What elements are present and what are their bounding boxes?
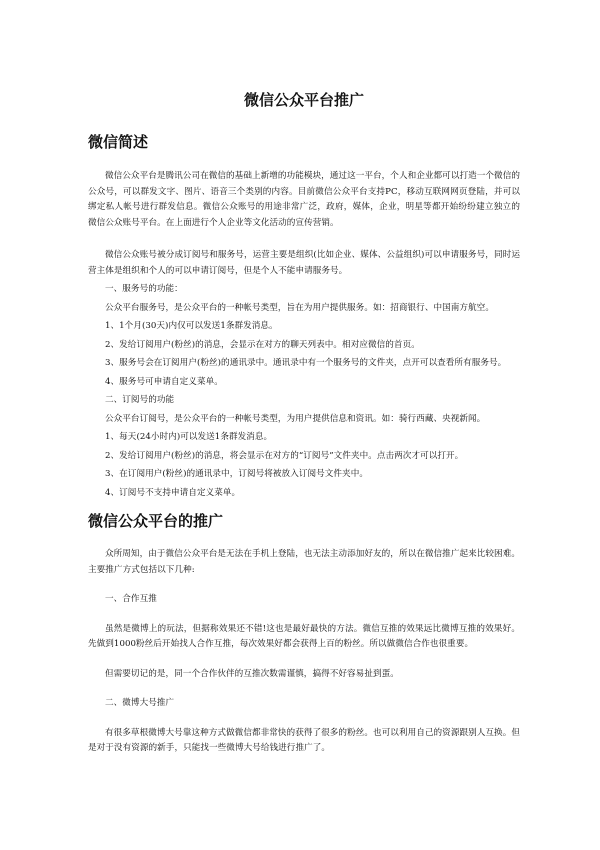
list-item: 4、订阅号不支持申请自定义菜单。 <box>105 487 241 498</box>
list-item: 2、发给订阅用户(粉丝)的消息，将会显示在对方的“订阅号”文件夹中。点击两次才可以打开。 <box>105 450 464 461</box>
list-item: 1、每天(24小时内)可以发送1条群发消息。 <box>105 432 273 442</box>
list-item: 2、发给订阅用户(粉丝)的消息，会显示在对方的聊天列表中。相对应微信的首页。 <box>105 339 420 350</box>
list-item: 4、服务号可申请自定义菜单。 <box>105 376 223 387</box>
paragraph-intro-2: 微信公众账号被分成订阅号和服务号，运营主要是组织(比如企业、媒体、公益组织)可以申请服务号，同时运营主体是组织和个人的可以申请订阅号，但是个人不能申请服务号。 <box>88 250 520 276</box>
paragraph-promotion-intro: 众所周知，由于微信公众平台是无法在手机上登陆，也无法主动添加好友的，所以在微信推广起来比较困难。主要推广方式包括以下几种: <box>88 549 520 575</box>
paragraph-intro-1: 微信公众平台是腾讯公司在微信的基础上新增的功能模块，通过这一平台，个人和企业都可以打造一个微信的公众号，可以群发文字、图片、语音三个类别的内容。目前微信公众平台支持PC，移动互联网网页登陆，并可以绑定私人帐号进行群发信息。微信公众账号的用途非常广泛，政府，媒体，企业，明星等都开始纷纷建立独立的微信公众账号平台。在上面进行个人企业等文化活动的宣传营销。 <box>88 171 520 228</box>
service-account-heading: 一、服务号的功能： <box>105 284 183 294</box>
list-item: 1、1个月(30天)内仅可以发送1条群发消息。 <box>105 321 278 331</box>
section-heading-promotion: 微信公众平台的推广 <box>88 512 224 530</box>
paragraph-weibo: 有很多草根微博大号靠这种方式做微信都非常快的获得了很多的粉丝。也可以利用自己的资源跟别人互换。但是对于没有资源的新手，只能找一些微博大号给钱进行推广了。 <box>88 727 520 753</box>
subscription-account-intro: 公众平台订阅号，是公众平台的一种帐号类型，为用户提供信息和资讯。如：骑行西藏、央视新闻。 <box>105 413 486 424</box>
section-heading-intro: 微信简述 <box>88 133 149 151</box>
document-page <box>88 90 520 757</box>
list-item: 3、服务号会在订阅用户(粉丝)的通讯录中。通讯录中有一个服务号的文件夹，点开可以查看所有服务号。 <box>105 358 507 368</box>
document-title: 微信公众平台推广 <box>243 91 364 109</box>
paragraph-cooperation-2: 但需要切记的是，同一个合作伙伴的互推次数需谨慎，搞得不好容易扯到蛋。 <box>105 668 399 679</box>
paragraph-cooperation-1: 虽然是微博上的玩法，但据称效果还不错!这也是最好最快的方法。微信互推的效果远比微博互推的效果好。先做到1000粉丝后开始找人合作互推，每次效果好都会获得上百的粉丝。所以做微信合作也很重要。 <box>88 623 520 649</box>
promotion-method-heading: 二、微博大号推广 <box>105 698 175 708</box>
subscription-account-heading: 二、订阅号的功能 <box>105 395 175 405</box>
list-item: 3、在订阅用户(粉丝)的通讯录中，订阅号将被放入订阅号文件夹中。 <box>105 469 368 479</box>
service-account-intro: 公众平台服务号，是公众平台的一种帐号类型，旨在为用户提供服务。如：招商银行、中国南方航空。 <box>105 302 494 313</box>
promotion-method-heading: 一、合作互推 <box>105 594 157 604</box>
